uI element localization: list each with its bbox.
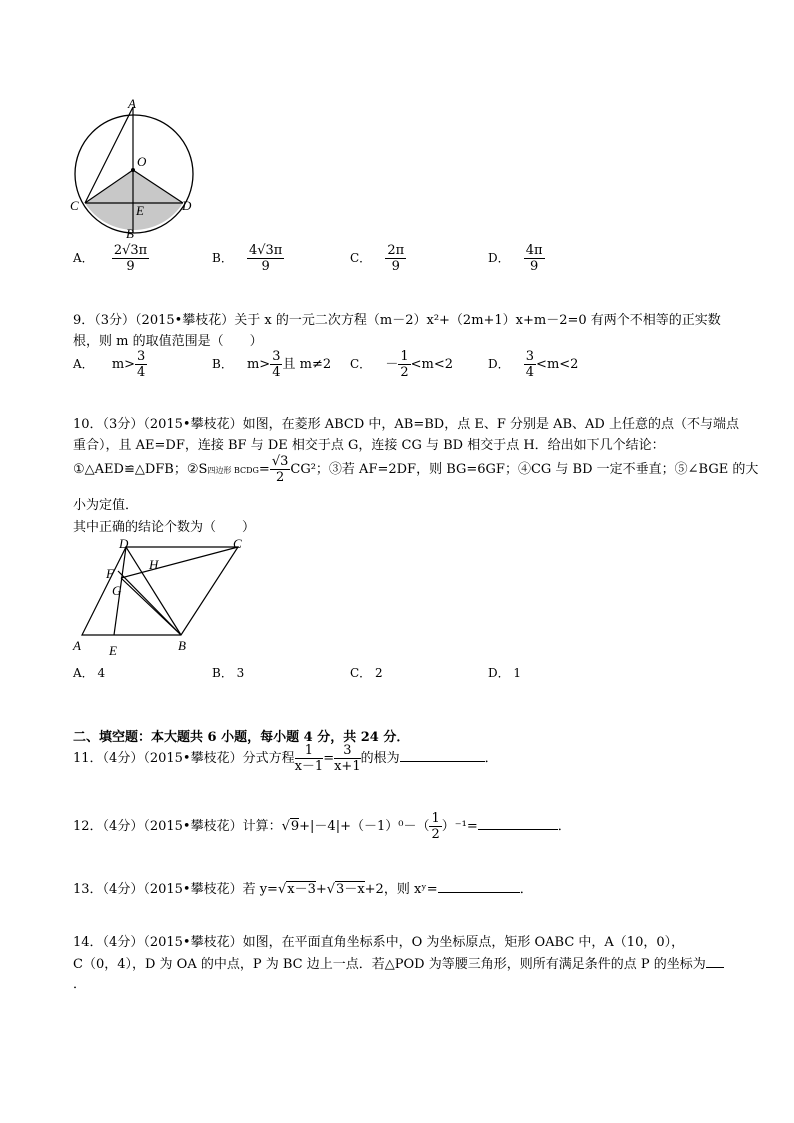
q9-b-label: B． [212,357,233,371]
q14-line3: ． [73,977,87,992]
q13-answer-blank[interactable] [438,880,520,893]
section2-title: 二、填空题：本大题共 6 小题，每小题 4 分，共 24 分． [73,730,410,745]
q11-post: 的根为 [360,751,400,766]
q13-end: ． [519,882,533,897]
q13 [73,878,533,897]
q10-line3 [73,455,758,484]
q11 [73,744,498,773]
label-o: O [137,154,147,169]
label-a: A [128,96,136,111]
rh-label-b: B [178,638,186,653]
q10-option-d[interactable]: D． 1 [488,666,522,680]
q10-line5: 其中正确的结论个数为（ ） [73,520,256,535]
q9-b-post: 且 m≠2 [282,357,332,372]
q8-c-fraction: $\frac{2\pi}{9}$ [387,243,405,274]
q10-option-b[interactable]: B． 3 [212,666,245,680]
q11-pre: 11．（4分）（2015•攀枝花）分式方程 [73,751,295,766]
q10-line2: 重合），且 AE=DF，连接 BF 与 DE 相交于点 G，连接 CG 与 BD 相交于点 H．给出如下几个结论： [73,438,665,453]
q9-d-fraction: $\frac{3}{4}$ [525,349,535,380]
q12-sqrt-value: 9 [290,819,300,834]
q11-frac2: $\frac{3}{x+1}$ [334,743,361,774]
q12-sqrt-symbol: √ [281,819,290,834]
q8-option-d[interactable] [488,244,545,273]
q9-option-d[interactable] [488,350,578,379]
q14-line2-text: C（0，4），D 为 OA 的中点，P 为 BC 边上一点．若△POD 为等腰三角形，则所有满足条件的点 P 的坐标为 [73,957,706,972]
q9-c-post: <m<2 [410,357,454,372]
q11-frac1: $\frac{1}{x-1}$ [294,743,324,774]
q10-option-a[interactable]: A． 4 [73,666,106,680]
q9-a-pre: m> [111,357,136,372]
label-b: B [126,226,134,241]
q10-option-c[interactable]: C． 2 [350,666,383,680]
q13-pre: 13．（4分）（2015•攀枝花）若 y= [73,882,278,897]
q12-mid: +|－4|+（－1）⁰－（ [299,819,430,834]
rh-label-g: G [112,583,122,598]
q8-option-a[interactable] [73,244,149,273]
q14-line2 [73,953,724,972]
q9-a-fraction: $\frac{3}{4}$ [137,349,146,380]
rh-label-a: A [73,638,81,653]
q8-b-label: B． [212,251,233,265]
q13-root2-symbol: √ [326,882,336,897]
q8-c-label: C． [350,251,372,265]
rh-label-h: H [149,557,159,572]
circle-figure [65,95,210,245]
q9-c-label: C． [350,357,372,371]
q8-b-fraction: $\frac{4√3\pi}{9}$ [248,243,283,274]
rh-label-d: D [119,536,129,551]
rhombus-figure [70,535,260,650]
q9-d-post: <m<2 [536,357,579,372]
q12-frac: $\frac{1}{2}$ [431,811,440,842]
q9-c-fraction: $\frac{1}{2}$ [400,349,409,380]
q10-line3-sub: 四边形 BCDG [207,466,259,475]
q9-a-label: A． [73,357,94,371]
q13-post: +2，则 xʸ= [364,882,438,897]
q9-option-c[interactable] [350,350,453,379]
q12-end: ． [557,819,571,834]
rh-label-e: E [109,643,117,658]
q14-answer-blank[interactable] [706,955,724,968]
q14-line1: 14．（4分）（2015•攀枝花）如图，在平面直角坐标系中，O 为坐标原点，矩形 OABC 中，A（10，0）， [73,935,685,950]
q10-line3-fraction: $\frac{√3}{2}$ [271,454,289,485]
q9-b-pre: m> [246,357,271,372]
q9-c-pre: － [385,357,399,372]
q13-root1-symbol: √ [277,882,287,897]
q8-option-b[interactable] [212,244,284,273]
q9-line2: 根，则 m 的取值范围是（ ） [73,334,263,349]
label-e: E [136,203,144,218]
q13-plus: + [315,882,327,897]
q12-answer-blank[interactable] [478,817,558,830]
q12-pre: 12．（4分）（2015•攀枝花）计算： [73,819,282,834]
q10-line3-a: ①△AED≌△DFB；②S [73,462,208,477]
label-d: D [182,198,192,213]
rh-label-c: C [233,536,242,551]
q8-a-label: A． [73,251,94,265]
rhombus-outline [82,547,238,635]
shaded-region [85,170,183,230]
q10-line4: 小为定值． [73,498,139,513]
q10-line3-b: CG²；③若 AF=2DF，则 BG=6GF；④CG 与 BD 一定不垂直；⑤∠BGE 的大 [290,462,759,477]
label-c: C [70,198,79,213]
q9-line1: 9．（3分）（2015•攀枝花）关于 x 的一元二次方程（m－2）x²+（2m+1）x+m－2=0 有两个不相等的正实数 [73,313,721,328]
q12-post: ）⁻¹= [441,819,478,834]
q10-line1: 10．（3分）（2015•攀枝花）如图，在菱形 ABCD 中，AB=BD，点 E、F 分别是 AB、AD 上任意的点（不与端点 [73,417,739,432]
q11-end: ． [484,751,498,766]
q11-eq: = [323,751,335,766]
q9-d-label: D． [488,357,510,371]
center-dot [131,168,135,172]
q9-b-fraction: $\frac{3}{4}$ [272,349,281,380]
q8-a-fraction: $\frac{2√3\pi}{9}$ [113,243,148,274]
q9-option-b[interactable] [212,350,331,379]
q11-answer-blank[interactable] [400,749,485,762]
rh-label-f: F [106,566,114,581]
q9-option-a[interactable] [73,350,147,379]
q10-line3-eq: = [258,462,270,477]
q8-d-label: D． [488,251,510,265]
q13-root2-value: 3－x [336,882,365,897]
q13-root1-value: x－3 [287,882,316,897]
q12 [73,812,571,841]
q8-d-fraction: $\frac{4\pi}{9}$ [525,243,543,274]
q8-option-c[interactable] [350,244,406,273]
